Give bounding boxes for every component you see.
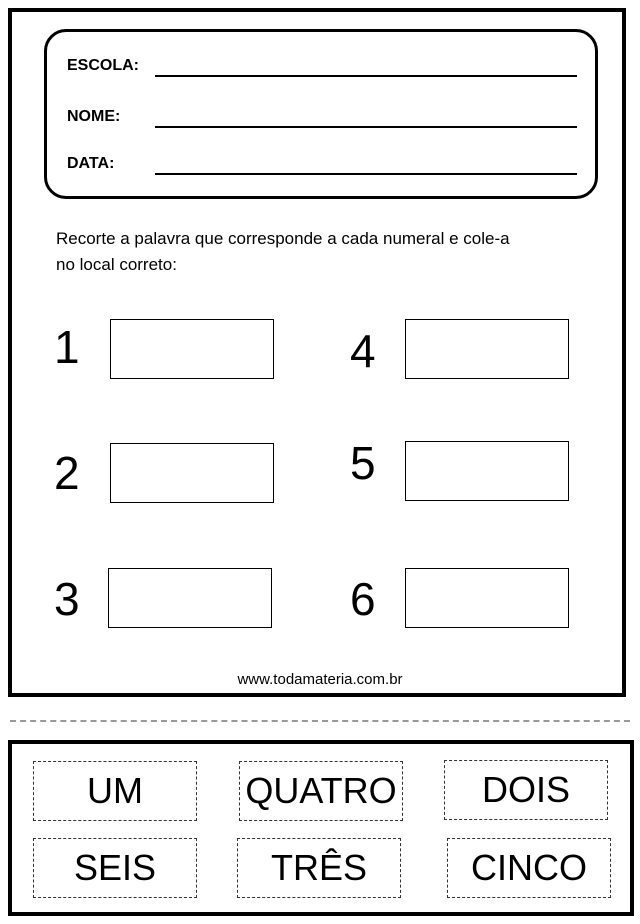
numeral-6: 6 [350,573,376,625]
numeral-2: 2 [54,447,80,499]
word-card-tres[interactable]: TRÊS [237,838,401,898]
date-line[interactable] [155,173,577,175]
school-line[interactable] [155,75,577,77]
word-card-quatro[interactable]: QUATRO [239,761,403,821]
student-info-box [44,29,598,199]
name-line[interactable] [155,126,577,128]
answer-box-2[interactable] [110,443,274,503]
school-label: ESCOLA: [67,57,139,74]
instructions [56,226,576,278]
answer-box-4[interactable] [405,319,569,379]
word-card-um[interactable]: UM [33,761,197,821]
numeral-4: 4 [350,325,376,377]
name-field[interactable] [67,102,577,128]
word-card-dois[interactable]: DOIS [444,760,608,820]
cut-line [10,720,630,722]
school-field[interactable] [67,51,577,77]
word-card-cinco[interactable]: CINCO [447,838,611,898]
date-label: DATA: [67,155,115,172]
date-field[interactable] [67,149,577,175]
answer-box-5[interactable] [405,441,569,501]
numeral-1: 1 [54,321,80,373]
answer-box-1[interactable] [110,319,274,379]
answer-box-3[interactable] [108,568,272,628]
name-label: NOME: [67,108,121,125]
answer-box-6[interactable] [405,568,569,628]
word-card-seis[interactable]: SEIS [33,838,197,898]
instructions-line-2: no local correto: [56,255,177,274]
website-footer: www.todamateria.com.br [237,671,403,688]
numeral-5: 5 [350,437,376,489]
numeral-3: 3 [54,573,80,625]
instructions-line-1: Recorte a palavra que corresponde a cada numeral e cole-a [56,229,510,248]
